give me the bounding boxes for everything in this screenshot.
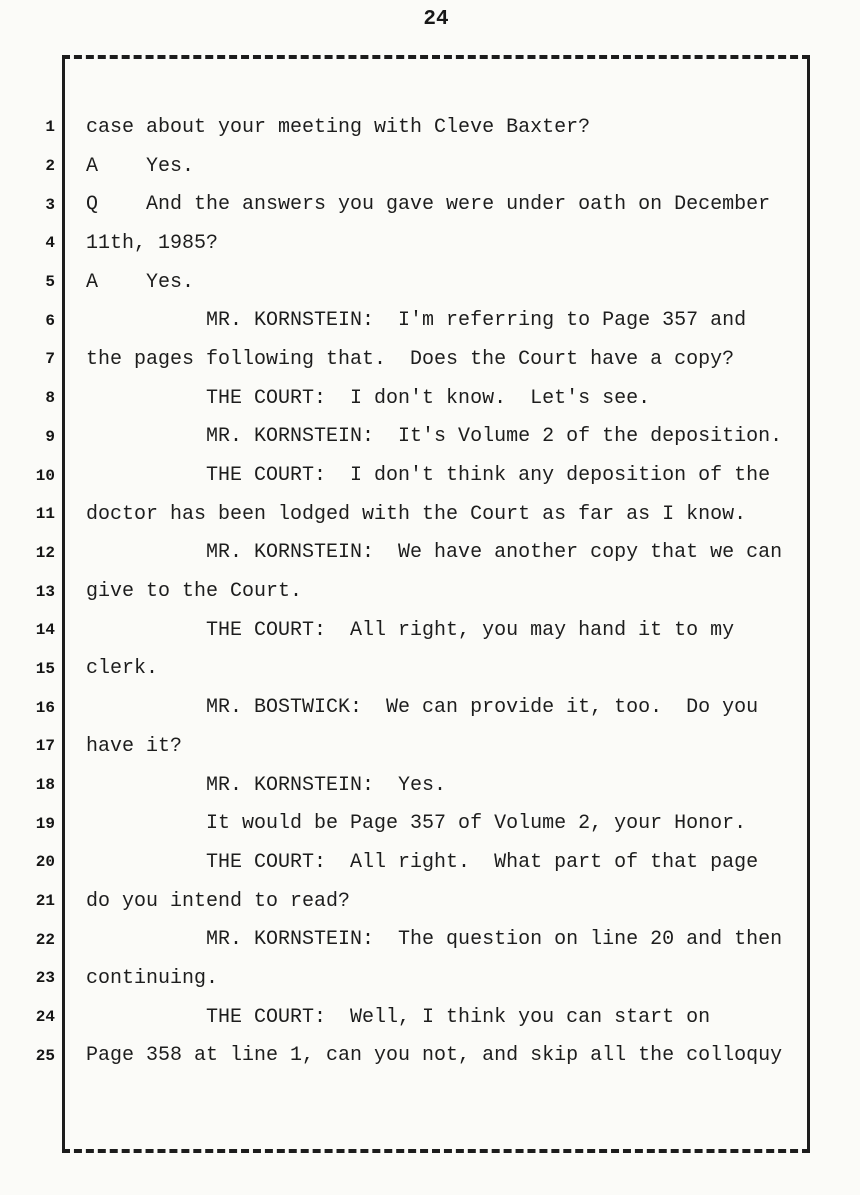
line-number: 23 [35, 969, 55, 988]
transcript-line [0, 611, 860, 650]
line-number: 3 [45, 195, 55, 214]
transcript-lines [0, 108, 860, 1075]
transcript-line [0, 534, 860, 573]
page-number: 24 [423, 8, 449, 31]
line-number: 11 [35, 505, 55, 524]
transcript-line [0, 650, 860, 689]
line-text: THE COURT: All right, you may hand it to my [86, 618, 735, 642]
line-text: 11th, 1985? [86, 231, 219, 255]
transcript-line [0, 804, 860, 843]
line-number: 4 [45, 234, 55, 253]
transcript-line [0, 456, 860, 495]
line-text: THE COURT: All right. What part of that page [86, 850, 759, 874]
line-text: THE COURT: I don't think any deposition of the [86, 464, 771, 488]
line-number: 17 [35, 737, 55, 756]
line-text: MR. KORNSTEIN: Yes. [86, 773, 447, 797]
line-number: 8 [45, 389, 55, 408]
line-number: 5 [45, 273, 55, 292]
line-number: 24 [35, 1008, 55, 1027]
line-number: 12 [35, 543, 55, 562]
transcript-line [0, 920, 860, 959]
line-number: 20 [35, 853, 55, 872]
line-text: doctor has been lodged with the Court as far as I know. [86, 502, 747, 526]
transcript-line [0, 998, 860, 1037]
line-number: 19 [35, 814, 55, 833]
transcript-line [0, 379, 860, 418]
transcript-line [0, 301, 860, 340]
transcript-line [0, 185, 860, 224]
line-number: 9 [45, 427, 55, 446]
transcript-line [0, 1037, 860, 1076]
line-number: 13 [35, 582, 55, 601]
transcript-line [0, 766, 860, 805]
transcript-line [0, 572, 860, 611]
transcript-line [0, 959, 860, 998]
transcript-line [0, 147, 860, 186]
line-text: MR. KORNSTEIN: I'm referring to Page 357 and [86, 309, 747, 333]
line-text: It would be Page 357 of Volume 2, your Honor. [86, 812, 747, 836]
line-text: Page 358 at line 1, can you not, and skip all the colloquy [86, 1044, 783, 1068]
transcript-line [0, 263, 860, 302]
line-text: give to the Court. [86, 580, 303, 604]
transcript-line [0, 224, 860, 263]
line-number: 6 [45, 311, 55, 330]
line-text: MR. KORNSTEIN: The question on line 20 and then [86, 928, 783, 952]
line-number: 22 [35, 930, 55, 949]
line-number: 1 [45, 118, 55, 137]
transcript-line [0, 882, 860, 921]
line-text: THE COURT: Well, I think you can start on [86, 1005, 711, 1029]
line-text: MR. KORNSTEIN: We have another copy that we can [86, 541, 783, 565]
line-number: 25 [35, 1046, 55, 1065]
line-text: case about your meeting with Cleve Baxter? [86, 115, 591, 139]
transcript-line [0, 495, 860, 534]
line-number: 2 [45, 157, 55, 176]
transcript-line [0, 108, 860, 147]
transcript-line [0, 688, 860, 727]
line-text: do you intend to read? [86, 889, 351, 913]
line-text: clerk. [86, 657, 159, 681]
line-text: MR. KORNSTEIN: It's Volume 2 of the deposition. [86, 425, 783, 449]
line-number: 10 [35, 466, 55, 485]
line-text: A Yes. [86, 154, 195, 178]
line-number: 15 [35, 659, 55, 678]
transcript-line [0, 418, 860, 457]
line-text: MR. BOSTWICK: We can provide it, too. Do you [86, 696, 759, 720]
transcript-line [0, 340, 860, 379]
line-number: 21 [35, 892, 55, 911]
line-text: continuing. [86, 966, 219, 990]
line-text: THE COURT: I don't know. Let's see. [86, 386, 651, 410]
line-number: 7 [45, 350, 55, 369]
transcript-line [0, 843, 860, 882]
line-text: A Yes. [86, 270, 195, 294]
line-number: 16 [35, 698, 55, 717]
line-text: the pages following that. Does the Court have a copy? [86, 347, 735, 371]
transcript-line [0, 727, 860, 766]
line-number: 14 [35, 621, 55, 640]
line-number: 18 [35, 776, 55, 795]
line-text: have it? [86, 734, 183, 758]
line-text: Q And the answers you gave were under oath on December [86, 193, 771, 217]
